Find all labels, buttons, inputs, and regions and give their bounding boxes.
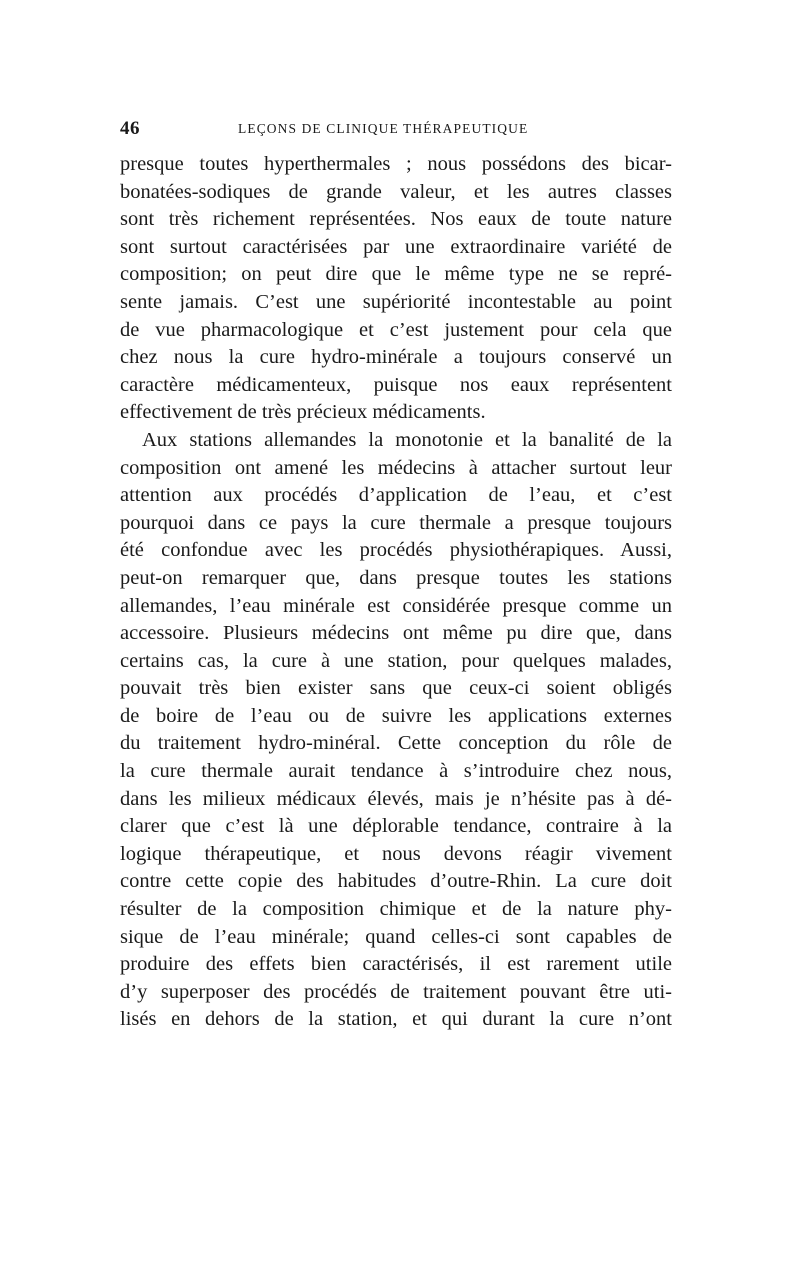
text-line: attention aux procédés d’application de l’eau, et c’est (120, 484, 672, 507)
text-line: presque toutes hyperthermales ; nous possédons des bicar- (120, 153, 672, 175)
text-line: composition ont amené les médecins à attacher surtout leur (120, 456, 672, 479)
text-line: de vue pharmacologique et c’est justement pour cela que (120, 318, 672, 341)
text-line: effectivement de très précieux médicaments. (120, 401, 486, 424)
text-line: contre cette copie des habitudes d’outre-Rhin. La cure doit (120, 870, 672, 893)
text-line: du traitement hydro-minéral. Cette conception du rôle de (120, 732, 672, 755)
page-number: 46 (120, 118, 140, 139)
text-line: peut-on remarquer que, dans presque toutes les stations (120, 566, 672, 589)
paragraph (120, 427, 672, 1034)
text-line: bonatées-sodiques de grande valeur, et les autres classes (120, 180, 672, 203)
text-line: allemandes, l’eau minérale est considérée presque comme un (120, 594, 672, 617)
text-line: d’y superposer des procédés de traitement pouvant être uti- (120, 980, 672, 1003)
text-line: Aux stations allemandes la monotonie et la banalité de la (142, 428, 672, 451)
text-line: pourquoi dans ce pays la cure thermale a presque toujours (120, 511, 672, 534)
text-line: de boire de l’eau ou de suivre les applications externes (120, 704, 672, 727)
paragraph (120, 151, 672, 427)
text-line: certains cas, la cure à une station, pour quelques malades, (120, 649, 672, 672)
text-line: chez nous la cure hydro-minérale a toujours conservé un (120, 346, 672, 369)
text-line: logique thérapeutique, et nous devons réagir vivement (120, 842, 672, 865)
text-line: accessoire. Plusieurs médecins ont même pu dire que, dans (120, 622, 672, 645)
running-title: LEÇONS DE CLINIQUE THÉRAPEUTIQUE (238, 121, 529, 136)
text-line: dans les milieux médicaux élevés, mais je n’hésite pas à dé- (120, 787, 672, 810)
text-line: composition; on peut dire que le même type ne se repré- (120, 263, 672, 286)
text-line: lisés en dehors de la station, et qui durant la cure n’ont (120, 1008, 672, 1031)
text-line: caractère médicamenteux, puisque nos eaux représentent (120, 373, 672, 396)
text-line: sont très richement représentées. Nos eaux de toute nature (120, 208, 672, 231)
body-text (120, 151, 672, 1034)
text-line: produire des effets bien caractérisés, il est rarement utile (120, 953, 672, 976)
page-header (120, 118, 672, 144)
text-line: sique de l’eau minérale; quand celles-ci sont capables de (120, 925, 672, 948)
text-line: pouvait très bien exister sans que ceux-ci soient obligés (120, 677, 672, 700)
text-line: clarer que c’est là une déplorable tendance, contraire à la (120, 815, 672, 838)
text-line: sente jamais. C’est une supériorité incontestable au point (120, 290, 672, 313)
text-line: résulter de la composition chimique et de la nature phy- (120, 898, 672, 921)
text-line: la cure thermale aurait tendance à s’introduire chez nous, (120, 760, 672, 783)
text-line: été confondue avec les procédés physiothérapiques. Aussi, (120, 539, 672, 562)
text-line: sont surtout caractérisées par une extraordinaire variété de (120, 235, 672, 258)
